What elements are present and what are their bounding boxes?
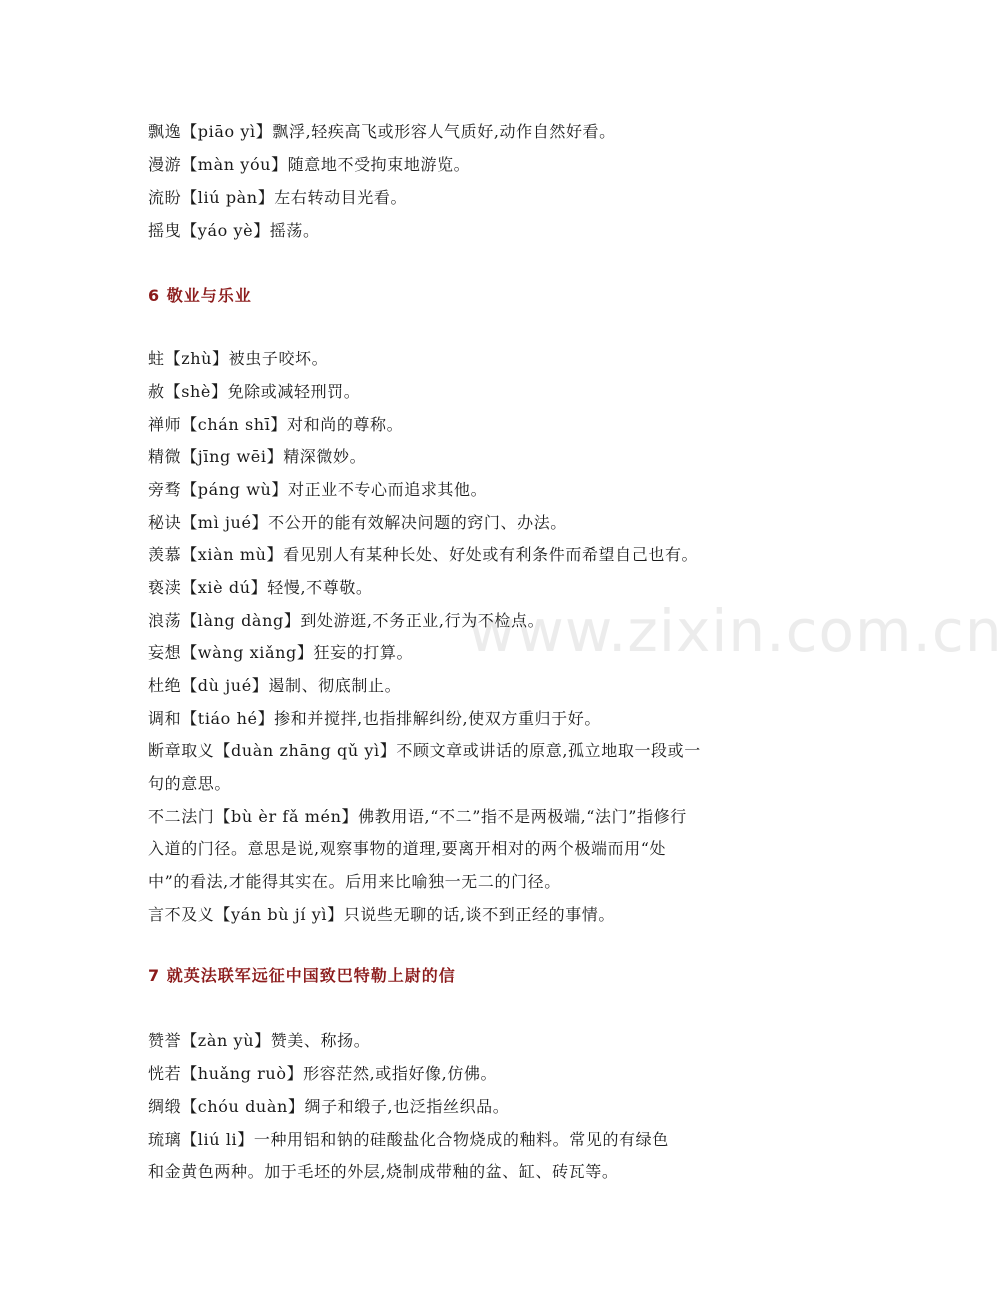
vocab-entry: 流盼【liú pàn】左右转动目光看。 (148, 188, 408, 207)
vocab-entry: 浪荡【làng dàng】到处游逛,不务正业,行为不检点。 (148, 611, 545, 630)
vocab-entry: 精微【jīng wēi】精深微妙。 (148, 447, 367, 466)
vocab-entry: 杜绝【dù jué】遏制、彻底制止。 (148, 676, 402, 695)
vocab-entry: 琉璃【liú li】一种用铝和钠的硅酸盐化合物烧成的釉料。常见的有绿色 (148, 1130, 669, 1149)
vocab-entry: 亵渎【xiè dú】轻慢,不尊敬。 (148, 578, 373, 597)
watermark: www.zixin.com.cn (468, 597, 1003, 665)
vocab-entry: 不二法门【bù èr fǎ mén】佛教用语,“不二”指不是两极端,“法门”指修行 (148, 807, 687, 826)
vocab-entry: 飘逸【piāo yì】飘浮,轻疾高飞或形容人气质好,动作自然好看。 (148, 122, 616, 141)
vocab-entry: 漫游【màn yóu】随意地不受拘束地游览。 (148, 155, 471, 174)
vocab-entry: 羡慕【xiàn mù】看见别人有某种长处、好处或有利条件而希望自己也有。 (148, 545, 699, 564)
vocab-entry-continuation: 句的意思。 (148, 774, 232, 793)
vocab-entry: 绸缎【chóu duàn】绸子和缎子,也泛指丝织品。 (148, 1097, 510, 1116)
section-heading: 6 敬业与乐业 (148, 286, 252, 305)
vocab-entry-continuation: 中”的看法,才能得其实在。后用来比喻独一无二的门径。 (148, 872, 561, 891)
vocab-entry: 恍若【huǎng ruò】形容茫然,或指好像,仿佛。 (148, 1064, 498, 1083)
section-heading: 7 就英法联军远征中国致巴特勒上尉的信 (148, 966, 456, 985)
vocab-entry-continuation: 入道的门径。意思是说,观察事物的道理,要离开相对的两个极端而用“处 (148, 839, 667, 858)
vocab-entry: 断章取义【duàn zhāng qǔ yì】不顾文章或讲话的原意,孤立地取一段或一 (148, 741, 701, 760)
vocab-entry: 赦【shè】免除或减轻刑罚。 (148, 382, 361, 401)
vocab-entry-continuation: 和金黄色两种。加于毛坯的外层,烧制成带釉的盆、缸、砖瓦等。 (148, 1162, 619, 1181)
vocab-entry: 秘诀【mì jué】不公开的能有效解决问题的窍门、办法。 (148, 513, 567, 532)
vocab-entry: 调和【tiáo hé】掺和并搅拌,也指排解纠纷,使双方重归于好。 (148, 709, 601, 728)
vocab-entry: 言不及义【yán bù jí yì】只说些无聊的话,谈不到正经的事情。 (148, 905, 616, 924)
vocab-entry: 摇曳【yáo yè】摇荡。 (148, 221, 320, 240)
vocab-entry: 旁骛【páng wù】对正业不专心而追求其他。 (148, 480, 488, 499)
vocab-entry: 禅师【chán shī】对和尚的尊称。 (148, 415, 404, 434)
vocab-entry: 妄想【wàng xiǎng】狂妄的打算。 (148, 643, 414, 662)
vocab-entry: 蛀【zhù】被虫子咬坏。 (148, 349, 329, 368)
vocab-entry: 赞誉【zàn yù】赞美、称扬。 (148, 1031, 371, 1050)
